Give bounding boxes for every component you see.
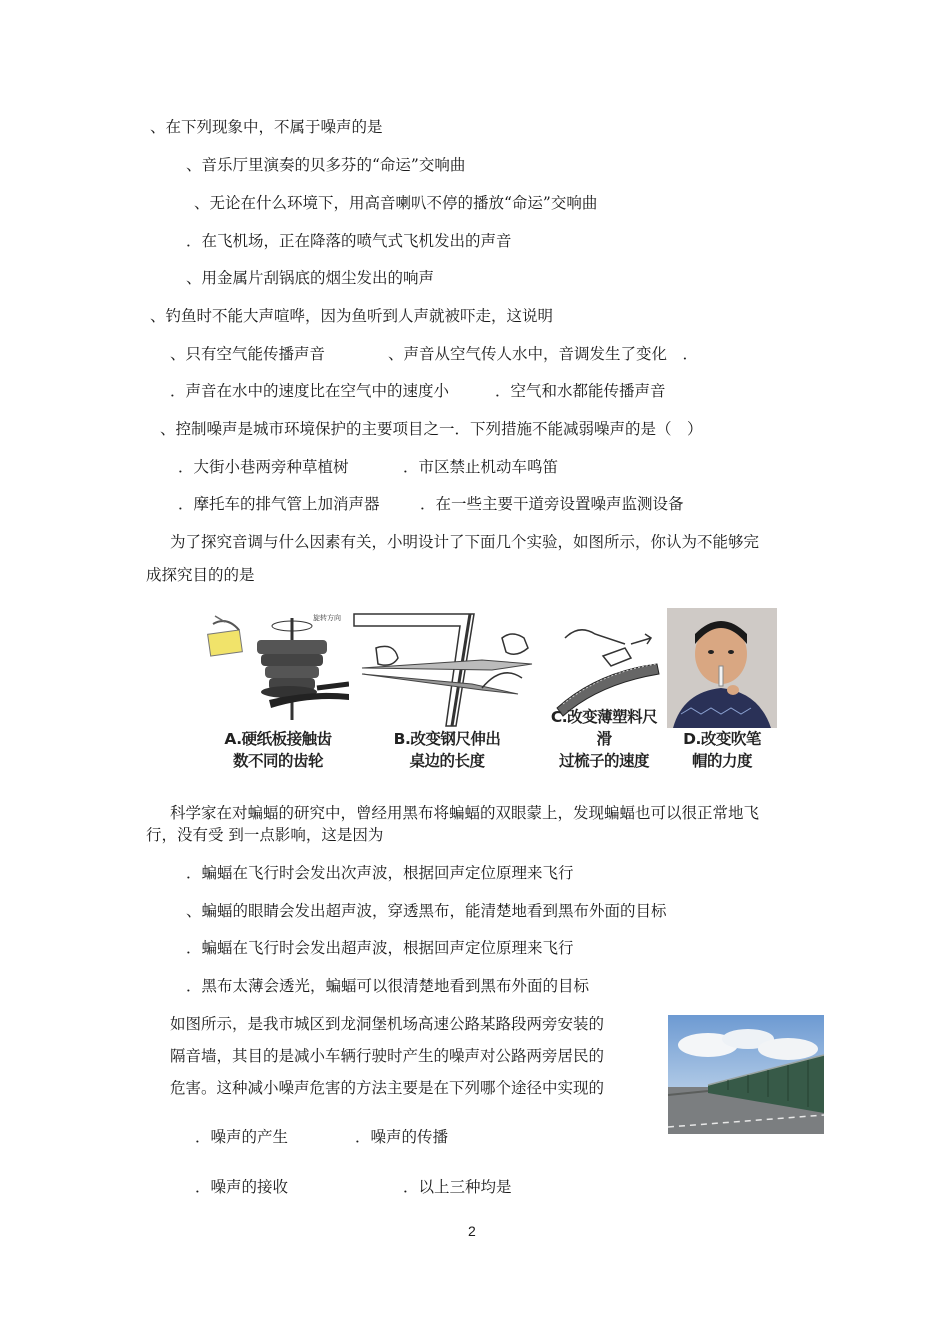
q5-option-a: ．蝙蝠在飞行时会发出次声波，根据回声定位原理来飞行 xyxy=(186,864,574,882)
q1-stem: 、在下列现象中，不属于噪声的是 xyxy=(150,118,383,136)
q6-option-b: ．噪声的传播 xyxy=(355,1128,449,1146)
q6-option-c: ．噪声的接收 xyxy=(195,1178,289,1196)
figure-caption-c: C.改变薄塑料尺滑 过梳子的速度 xyxy=(550,708,658,770)
q2-option-a: 、只有空气能传播声音 xyxy=(170,345,326,363)
q2-option-c: ．声音在水中的速度比在空气中的速度小 xyxy=(170,382,450,400)
q1-option-c: ．在飞机场，正在降落的喷气式飞机发出的声音 xyxy=(186,232,512,250)
q1-option-b: 、无论在什么环境下，用高音喇叭不停的播放“命运”交响曲 xyxy=(194,194,598,212)
q3-option-b: ．市区禁止机动车鸣笛 xyxy=(403,458,559,476)
sound-barrier-wall-photo xyxy=(668,1015,824,1134)
q5-option-b: 、蝙蝠的眼睛会发出超声波，穿透黑布，能清楚地看到黑布外面的目标 xyxy=(186,902,667,920)
q4-stem-line1: 为了探究音调与什么因素有关，小明设计了下面几个实验，如图所示，你认为不能够完 xyxy=(170,533,760,551)
q6-stem-line2: 隔音墙，其目的是减小车辆行驶时产生的噪声对公路两旁居民的 xyxy=(170,1047,605,1065)
figure-caption-b: B.改变钢尺伸出 桌边的长度 xyxy=(393,730,501,770)
figure-panel-b xyxy=(352,608,542,776)
boy-blowing-pen-cap-photo xyxy=(667,608,777,728)
q3-option-d: ．在一些主要干道旁设置噪声监测设备 xyxy=(420,495,684,513)
q5-option-d: ．黑布太薄会透光，蝙蝠可以很清楚地看到黑布外面的目标 xyxy=(186,977,590,995)
q3-option-a: ．大街小巷两旁种草植树 xyxy=(178,458,349,476)
q6-stem-line1: 如图所示，是我市城区到龙洞堡机场高速公路某路段两旁安装的 xyxy=(170,1015,605,1033)
q6-option-d: ．以上三种均是 xyxy=(403,1178,512,1196)
figure-panel-d xyxy=(667,608,777,776)
q5-stem-line1: 科学家在对蝙蝠的研究中，曾经用黑布将蝙蝠的双眼蒙上，发现蝙蝠也可以很正常地飞 xyxy=(170,804,760,822)
figure-caption-a: A.硬纸板接触齿 数不同的齿轮 xyxy=(224,730,332,770)
figure-panel-a xyxy=(207,608,349,776)
page-number: 2 xyxy=(468,1223,476,1239)
q4-stem-line2: 成探究目的的是 xyxy=(146,566,255,584)
q2-option-b: 、声音从空气传人水中，音调发生了变化 ． xyxy=(388,345,699,363)
rotation-direction-label: 旋转方向 xyxy=(313,614,341,622)
q5-option-c: ．蝙蝠在飞行时会发出超声波，根据回声定位原理来飞行 xyxy=(186,939,574,957)
q1-option-a: 、音乐厅里演奏的贝多芬的“命运”交响曲 xyxy=(186,156,466,174)
q2-stem: 、钓鱼时不能大声喧哗，因为鱼听到人声就被吓走，这说明 xyxy=(150,307,554,325)
figure-caption-d: D.改变吹笔 帽的力度 xyxy=(683,730,761,770)
gear-card-illustration xyxy=(207,608,349,728)
q6-stem-line3: 危害。这种减小噪声危害的方法主要是在下列哪个途径中实现的 xyxy=(170,1079,605,1097)
q5-stem-line2: 行，没有受 到一点影响，这是因为 xyxy=(146,826,384,844)
q3-stem: 、控制噪声是城市环境保护的主要项目之一．下列措施不能减弱噪声的是（ ） xyxy=(160,420,703,438)
q6-option-a: ．噪声的产生 xyxy=(195,1128,289,1146)
figure-panel-c xyxy=(545,608,663,776)
q3-option-c: ．摩托车的排气管上加消声器 xyxy=(178,495,380,513)
q1-option-d: 、用金属片刮锅底的烟尘发出的响声 xyxy=(186,269,435,287)
ruler-table-illustration xyxy=(352,608,542,728)
pitch-experiment-figure xyxy=(207,608,777,776)
q2-option-d: ．空气和水都能传播声音 xyxy=(495,382,666,400)
